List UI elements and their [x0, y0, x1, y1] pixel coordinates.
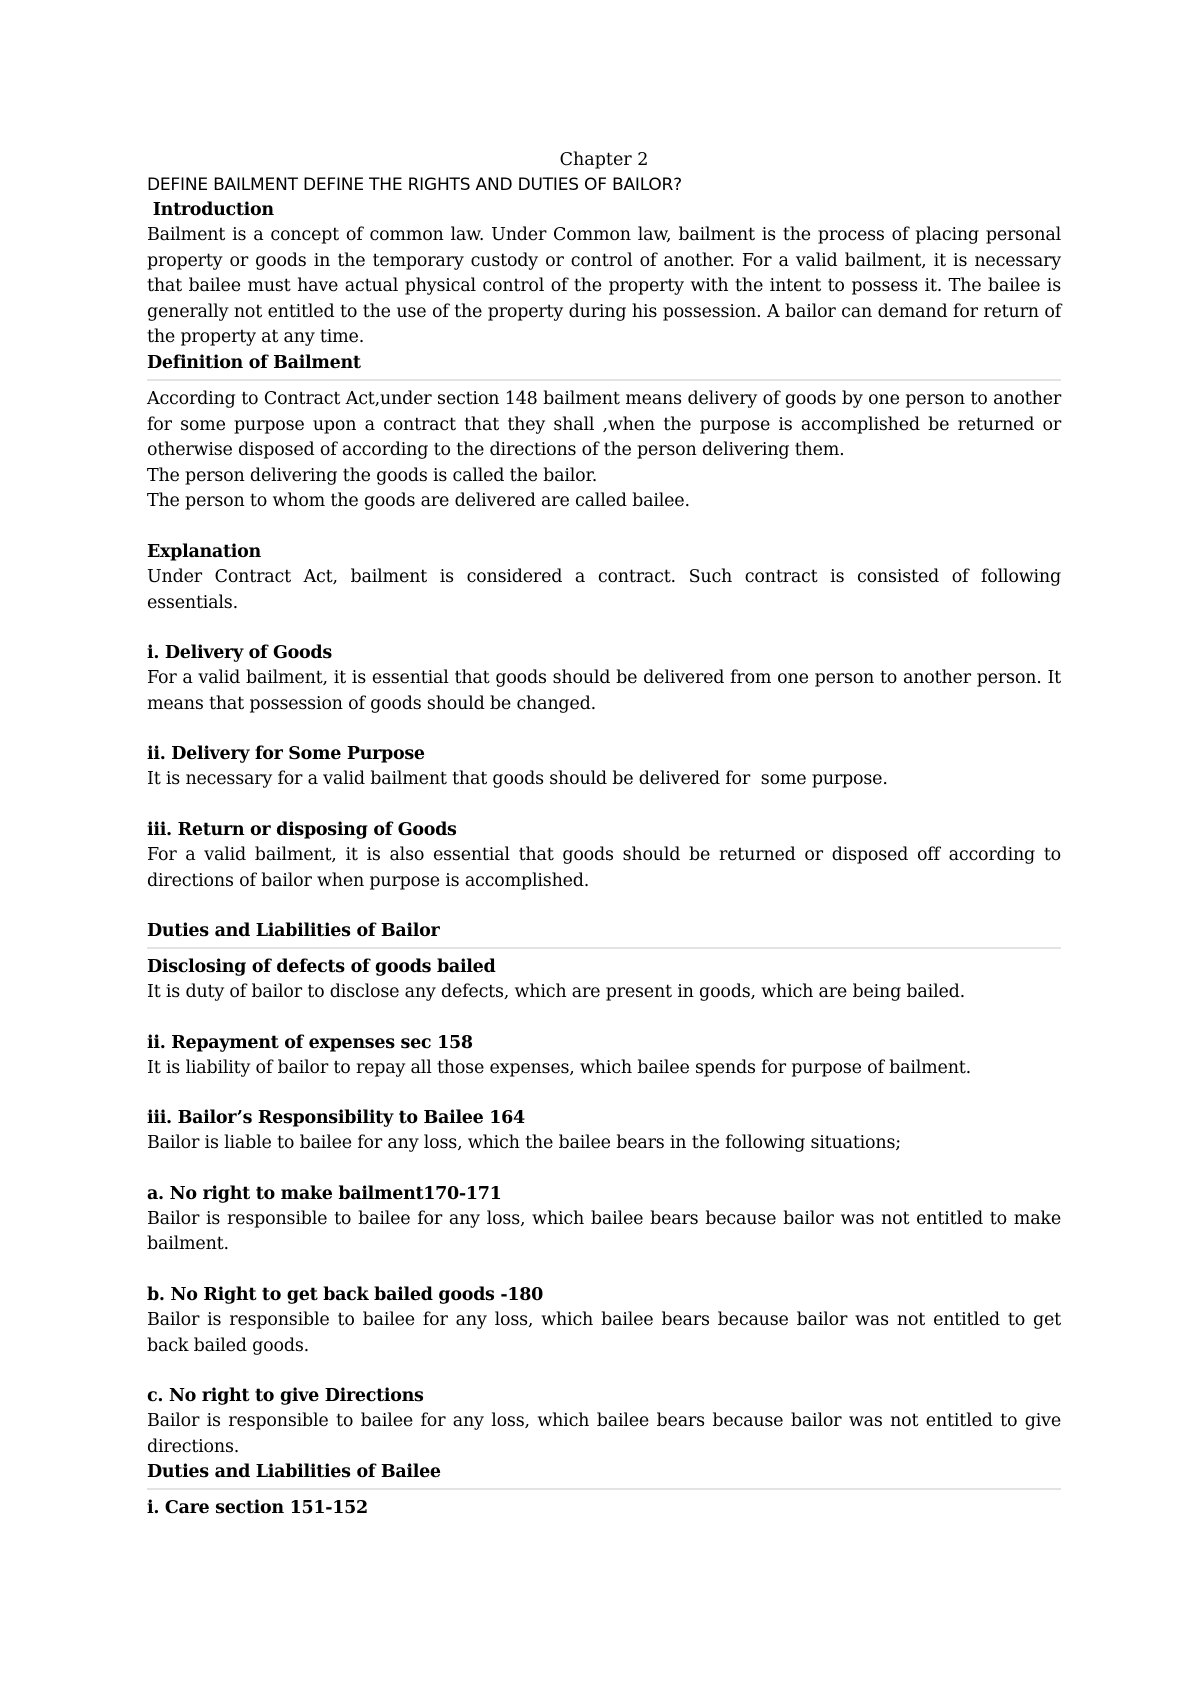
- situation-c-paragraph: Bailor is responsible to bailee for any loss, which bailee bears because bailor was not entitled to give directions.: [147, 1411, 1061, 1457]
- divider: [147, 379, 1061, 381]
- bailor-duty-1-heading: Disclosing of defects of goods bailed: [147, 957, 496, 978]
- divider: [147, 947, 1061, 949]
- essential-3-heading: iii. Return or disposing of Goods: [147, 819, 457, 840]
- chapter-title: Chapter 2: [559, 150, 649, 170]
- situation-a-heading: a. No right to make bailment170-171: [147, 1183, 502, 1204]
- definition-heading: Definition of Bailment: [147, 352, 361, 373]
- bailee-duty-1-heading: i. Care section 151-152: [147, 1498, 368, 1519]
- intro-paragraph: Bailment is a concept of common law. Under Common law, bailment is the process of placing personal property or goods in the temporary custody or control of another. For a valid bailment, it is necessary that bailee must have actual physical control of the property with the intent to possess it. The bailee is generally not entitled to the use of the property during his possession. A bailor can demand for return of the property at any time.: [147, 225, 1061, 348]
- definition-paragraph: According to Contract Act,under section 148 bailment means delivery of goods by one person to another for some purpose upon a contract that they shall ,when the purpose is accomplished be returned or otherwise disposed of according to the directions of the person delivering them.: [147, 388, 1061, 461]
- situation-c-heading: c. No right to give Directions: [147, 1386, 424, 1407]
- explanation-paragraph: Under Contract Act, bailment is considered a contract. Such contract is consisted of following essentials.: [147, 566, 1061, 613]
- situation-a-paragraph: Bailor is responsible to bailee for any loss, which bailee bears because bailor was not entitled to make bailment.: [147, 1208, 1061, 1255]
- bailor-duty-1-paragraph: It is duty of bailor to disclose any defects, which are present in goods, which are being bailed.: [147, 982, 965, 1003]
- bailor-duties-heading: Duties and Liabilities of Bailor: [147, 921, 440, 942]
- definition-bailee: The person to whom the goods are delivered are called bailee.: [147, 491, 690, 512]
- bailor-duty-2-paragraph: It is liability of bailor to repay all those expenses, which bailee spends for purpose of bailment.: [147, 1057, 971, 1078]
- document-page: [147, 148, 1061, 1521]
- essential-3-paragraph: For a valid bailment, it is also essential that goods should be returned or disposed off according to directions of bailor when purpose is accomplished.: [147, 844, 1061, 891]
- situation-b-paragraph: Bailor is responsible to bailee for any loss, which bailee bears because bailor was not entitled to get back bailed goods.: [147, 1310, 1061, 1356]
- essential-1-heading: i. Delivery of Goods: [147, 643, 332, 664]
- definition-bailor: The person delivering the goods is called the bailor.: [147, 465, 598, 486]
- situation-b-heading: b. No Right to get back bailed goods -180: [147, 1285, 543, 1306]
- question-title: DEFINE BAILMENT DEFINE THE RIGHTS AND DUTIES OF BAILOR?: [147, 175, 682, 195]
- explanation-heading: Explanation: [147, 541, 261, 562]
- intro-heading: Introduction: [147, 200, 274, 220]
- bailor-duty-3-heading: iii. Bailor’s Responsibility to Bailee 164: [147, 1108, 525, 1129]
- essential-2-paragraph: It is necessary for a valid bailment that goods should be delivered for some purpose.: [147, 769, 888, 790]
- bailee-duties-heading: Duties and Liabilities of Bailee: [147, 1462, 441, 1483]
- essential-1-paragraph: For a valid bailment, it is essential that goods should be delivered from one person to another person. It means that possession of goods should be changed.: [147, 668, 1061, 714]
- essential-2-heading: ii. Delivery for Some Purpose: [147, 744, 425, 765]
- bailor-duty-3-paragraph: Bailor is liable to bailee for any loss, which the bailee bears in the following situations;: [147, 1133, 901, 1154]
- divider: [147, 1488, 1061, 1490]
- bailor-duty-2-heading: ii. Repayment of expenses sec 158: [147, 1032, 473, 1053]
